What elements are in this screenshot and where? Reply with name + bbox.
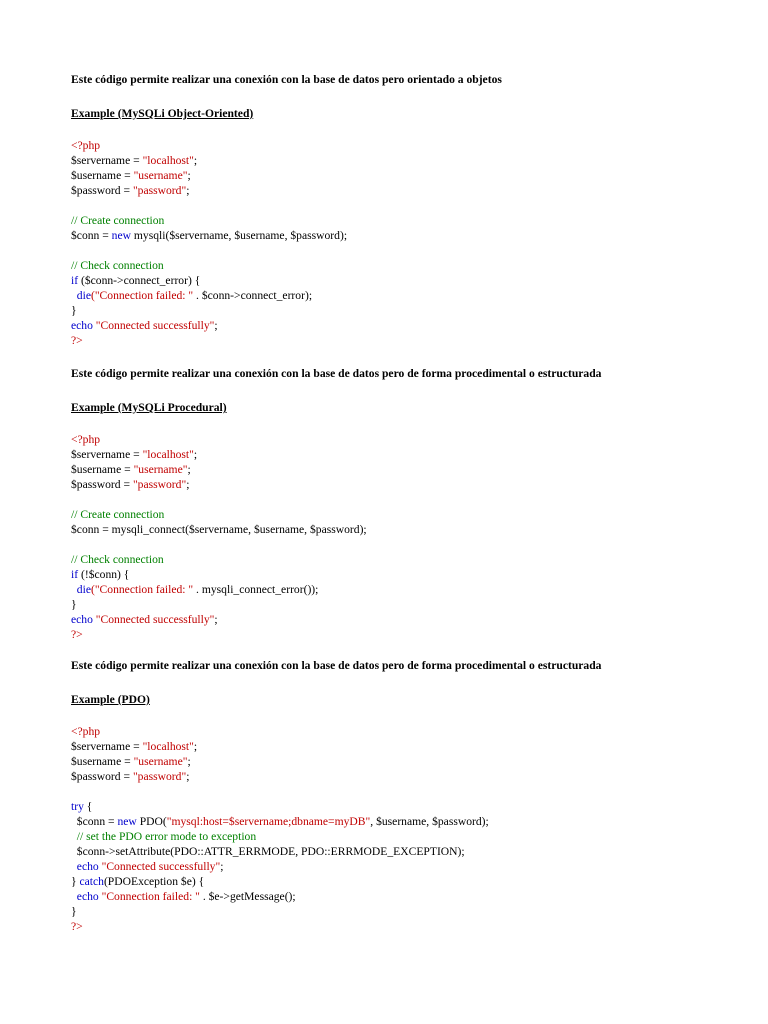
code-token: "Connected successfully"	[95, 613, 215, 626]
code-line	[71, 537, 367, 552]
code-line	[71, 889, 489, 904]
code-token: echo	[76, 860, 99, 873]
code-token: $username =	[71, 755, 134, 768]
code-line	[71, 582, 367, 597]
code-token: ;	[186, 770, 190, 783]
code-line	[71, 288, 347, 303]
code-token: (!$conn) {	[78, 568, 130, 581]
code-line	[71, 477, 367, 492]
code-block-1	[71, 138, 347, 348]
code-token: $password =	[71, 770, 133, 783]
code-token: ;	[187, 463, 191, 476]
code-line	[71, 333, 347, 348]
code-line	[71, 612, 367, 627]
code-token: die	[76, 289, 91, 302]
code-token: if	[71, 274, 79, 287]
code-token: // set the PDO error mode to exception	[76, 830, 257, 843]
code-token: $conn->setAttribute(PDO::ATTR_ERRMODE, PDO::ERRMODE_EXCEPTION);	[71, 845, 465, 858]
code-line	[71, 522, 367, 537]
code-token: }	[71, 304, 77, 317]
code-token: "localhost"	[142, 740, 194, 753]
code-line	[71, 844, 489, 859]
code-token: mysqli($servername, $username, $password);	[131, 229, 348, 242]
code-block-2	[71, 432, 367, 642]
code-token: }	[71, 875, 80, 888]
code-line	[71, 243, 347, 258]
code-token: PDO(	[136, 815, 167, 828]
code-line	[71, 904, 489, 919]
code-token: $username =	[71, 169, 134, 182]
code-token: $servername =	[71, 740, 143, 753]
code-token: "localhost"	[142, 448, 194, 461]
code-line	[71, 153, 347, 168]
code-line	[71, 919, 489, 934]
code-token: $password =	[71, 478, 133, 491]
code-token: "Connection failed: "	[101, 890, 200, 903]
intro-paragraph-1: Este código permite realizar una conexión con la base de datos pero orientado a objetos	[71, 73, 502, 86]
code-token: . $e->getMessage();	[199, 890, 296, 903]
code-token: ;	[187, 169, 191, 182]
code-token: <?php	[71, 433, 101, 446]
code-token: ;	[187, 755, 191, 768]
code-token: ($conn->connect_error) {	[78, 274, 201, 287]
code-token: ?>	[71, 628, 83, 641]
code-line	[71, 198, 347, 213]
code-token: "password"	[132, 770, 187, 783]
code-token: $conn =	[71, 815, 118, 828]
code-token: "username"	[133, 169, 188, 182]
code-token: . $conn->connect_error);	[193, 289, 313, 302]
code-token: ;	[214, 319, 218, 332]
code-token: // Create connection	[71, 508, 165, 521]
code-token: echo	[76, 890, 99, 903]
code-token: ?>	[71, 920, 83, 933]
code-line	[71, 258, 347, 273]
code-token: ?>	[71, 334, 83, 347]
code-token: $servername =	[71, 154, 143, 167]
code-line	[71, 814, 489, 829]
code-token: ;	[193, 740, 198, 753]
code-token: echo	[71, 319, 93, 332]
code-block-3	[71, 724, 489, 934]
code-token: "Connected successfully"	[95, 319, 215, 332]
code-token: // Check connection	[71, 259, 164, 272]
code-token: ;	[193, 448, 198, 461]
code-token: . mysqli_connect_error());	[193, 583, 319, 596]
code-token: "localhost"	[142, 154, 194, 167]
code-token: (PDOException $e) {	[103, 875, 205, 888]
code-token: ;	[186, 184, 190, 197]
code-token: catch	[79, 875, 104, 888]
code-line	[71, 183, 347, 198]
code-line	[71, 567, 367, 582]
code-line	[71, 799, 489, 814]
intro-paragraph-2: Este código permite realizar una conexión con la base de datos pero de forma procedimental o estructurada	[71, 367, 602, 380]
code-line	[71, 859, 489, 874]
code-token: $servername =	[71, 448, 143, 461]
code-token: try	[71, 800, 84, 813]
code-token: new	[111, 229, 131, 242]
code-token: die	[76, 583, 91, 596]
code-line	[71, 138, 347, 153]
code-line	[71, 739, 489, 754]
code-token: "mysql:host=$servername;dbname=myDB"	[166, 815, 371, 828]
code-line	[71, 213, 347, 228]
example-heading-1: Example (MySQLi Object-Oriented)	[71, 107, 254, 120]
code-token: <?php	[71, 139, 101, 152]
code-line	[71, 492, 367, 507]
code-line	[71, 303, 347, 318]
code-token: }	[71, 598, 77, 611]
code-line	[71, 769, 489, 784]
code-line	[71, 552, 367, 567]
code-line	[71, 168, 347, 183]
code-token: echo	[71, 613, 93, 626]
code-token: "username"	[133, 463, 188, 476]
code-line	[71, 318, 347, 333]
code-line	[71, 627, 367, 642]
code-line	[71, 228, 347, 243]
code-line	[71, 462, 367, 477]
code-line	[71, 447, 367, 462]
code-token: ;	[220, 860, 224, 873]
code-token: // Check connection	[71, 553, 164, 566]
code-token: ;	[214, 613, 218, 626]
code-line	[71, 829, 489, 844]
code-token: $conn = mysqli_connect($servername, $username, $password);	[71, 523, 367, 536]
code-token: "Connected successfully"	[101, 860, 221, 873]
code-token: // Create connection	[71, 214, 165, 227]
code-token: , $username, $password);	[370, 815, 489, 828]
code-token: $conn =	[71, 229, 112, 242]
code-token: {	[83, 800, 93, 813]
code-token: "password"	[132, 184, 187, 197]
example-heading-3: Example (PDO)	[71, 693, 150, 706]
code-token: }	[71, 905, 77, 918]
example-heading-2: Example (MySQLi Procedural)	[71, 401, 227, 414]
code-token: ("Connection failed: "	[90, 289, 194, 302]
code-token: <?php	[71, 725, 101, 738]
code-token: "password"	[132, 478, 187, 491]
code-token: ;	[193, 154, 198, 167]
code-token: ("Connection failed: "	[90, 583, 194, 596]
code-token: new	[117, 815, 137, 828]
code-token: $password =	[71, 184, 133, 197]
code-line	[71, 754, 489, 769]
code-token: ;	[186, 478, 190, 491]
code-line	[71, 597, 367, 612]
code-line	[71, 784, 489, 799]
code-line	[71, 432, 367, 447]
code-line	[71, 874, 489, 889]
code-line	[71, 724, 489, 739]
code-token: if	[71, 568, 79, 581]
code-token: "username"	[133, 755, 188, 768]
code-line	[71, 507, 367, 522]
code-token: $username =	[71, 463, 134, 476]
code-line	[71, 273, 347, 288]
intro-paragraph-3: Este código permite realizar una conexión con la base de datos pero de forma procedimental o estructurada	[71, 659, 602, 672]
